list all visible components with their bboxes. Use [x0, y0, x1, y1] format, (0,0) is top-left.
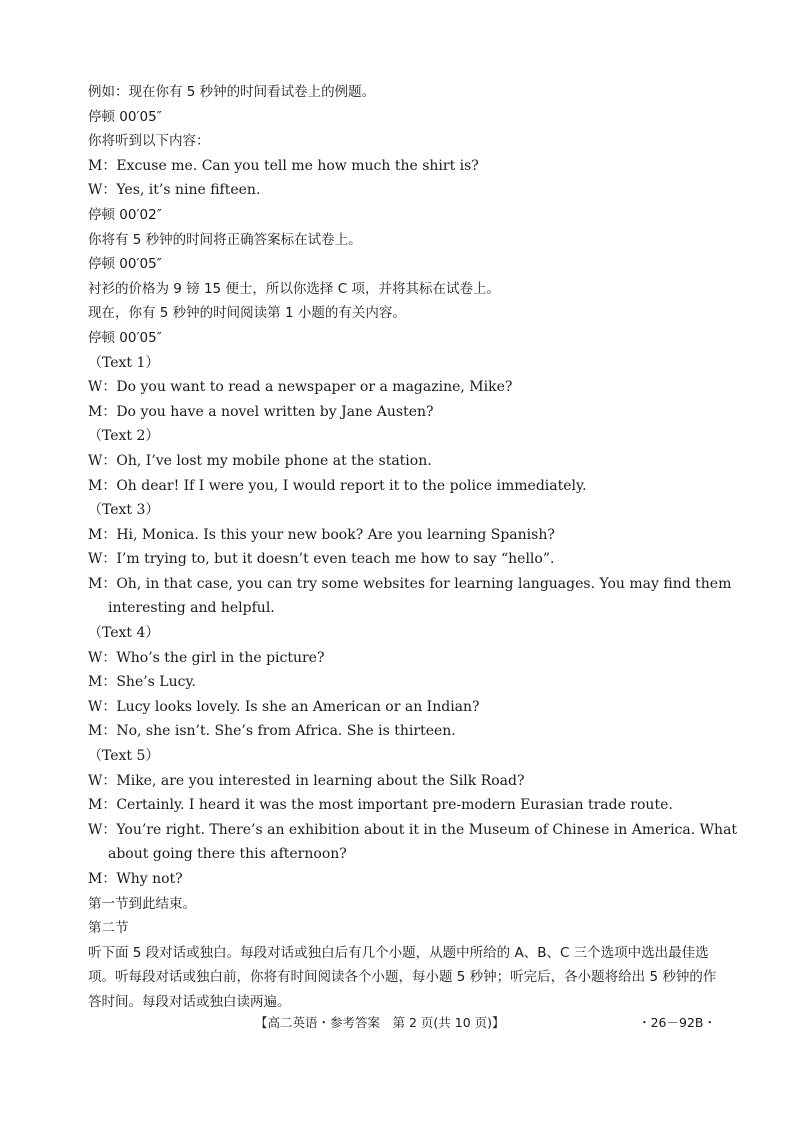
- dialogue-line: W：Do you want to read a newspaper or a magazine, Mike?: [88, 379, 513, 396]
- section-heading: 第二节: [88, 920, 129, 937]
- text-heading: （Text 5）: [88, 748, 160, 765]
- dialogue-line: M：Excuse me. Can you tell me how much the shirt is?: [88, 157, 479, 174]
- dialogue-line: M：Do you have a novel written by Jane Austen?: [88, 403, 434, 420]
- answer-key-page: [88, 80, 738, 1015]
- dialogue-line: W：Lucy looks lovely. Is she an American or an Indian?: [88, 698, 480, 715]
- dialogue-line-continuation: interesting and helpful.: [108, 600, 275, 617]
- text-heading: （Text 4）: [88, 625, 160, 642]
- text-heading: （Text 1）: [88, 354, 160, 371]
- dialogue-line: W：You’re right. There’s an exhibition about it in the Museum of Chinese in America. What: [88, 821, 738, 838]
- listen-instruction: 你将听到以下内容：: [88, 133, 210, 150]
- dialogue-line: W：Mike, are you interested in learning about the Silk Road?: [88, 772, 525, 789]
- pause-marker: 停顿 00′05″: [88, 108, 162, 125]
- dialogue-line: M：No, she isn’t. She’s from Africa. She is thirteen.: [88, 723, 456, 740]
- footer-code: ・26－92B・: [638, 1015, 716, 1030]
- section-end-note: 第一节到此结束。: [88, 895, 196, 912]
- pause-marker: 停顿 00′05″: [88, 256, 162, 273]
- example-instruction: 例如：现在你有 5 秒钟的时间看试卷上的例题。: [88, 84, 376, 100]
- dialogue-line: W：Who’s the girl in the picture?: [88, 649, 325, 666]
- answer-instruction: 你将有 5 秒钟的时间将正确答案标在试卷上。: [88, 231, 362, 248]
- dialogue-line: M：Certainly. I heard it was the most important pre-modern Eurasian trade route.: [88, 797, 673, 814]
- dialogue-line: M：Why not?: [88, 871, 183, 887]
- dialogue-line: M：Oh, in that case, you can try some websites for learning languages. You may find them: [88, 575, 732, 592]
- dialogue-line: M：She’s Lucy.: [88, 674, 196, 691]
- reading-instruction: 现在，你有 5 秒钟的时间阅读第 1 小题的有关内容。: [88, 305, 406, 322]
- page-footer: [0, 1013, 800, 1037]
- dialogue-line: W：Yes, it’s nine fifteen.: [88, 182, 261, 199]
- text-heading: （Text 3）: [88, 502, 160, 519]
- section-instructions: 听下面 5 段对话或独白。每段对话或独白后有几个小题，从题中所给的 A、B、C 三个选项中选出最佳选项。听每段对话或独白前，你将有时间阅读各个小题，每小题 5 秒钟；听完后，各小题将给出 5 秒钟的作答时间。每段对话或独白读两遍。: [88, 944, 717, 1010]
- pause-marker: 停顿 00′02″: [88, 206, 162, 223]
- example-explanation: 衬衫的价格为 9 镑 15 便士，所以你选择 C 项，并将其标在试卷上。: [88, 280, 500, 297]
- dialogue-line: M：Hi, Monica. Is this your new book? Are you learning Spanish?: [88, 526, 555, 543]
- dialogue-line: W：I’m trying to, but it doesn’t even teach me how to say “hello”.: [88, 551, 555, 568]
- text-heading: （Text 2）: [88, 428, 160, 445]
- dialogue-line-continuation: about going there this afternoon?: [108, 846, 347, 863]
- dialogue-line: M：Oh dear! If I were you, I would report it to the police immediately.: [88, 477, 587, 494]
- footer-page-info: 【高二英语・参考答案 第 2 页(共 10 页)】: [255, 1015, 505, 1030]
- dialogue-line: W：Oh, I’ve lost my mobile phone at the station.: [88, 452, 432, 469]
- pause-marker: 停顿 00′05″: [88, 329, 162, 346]
